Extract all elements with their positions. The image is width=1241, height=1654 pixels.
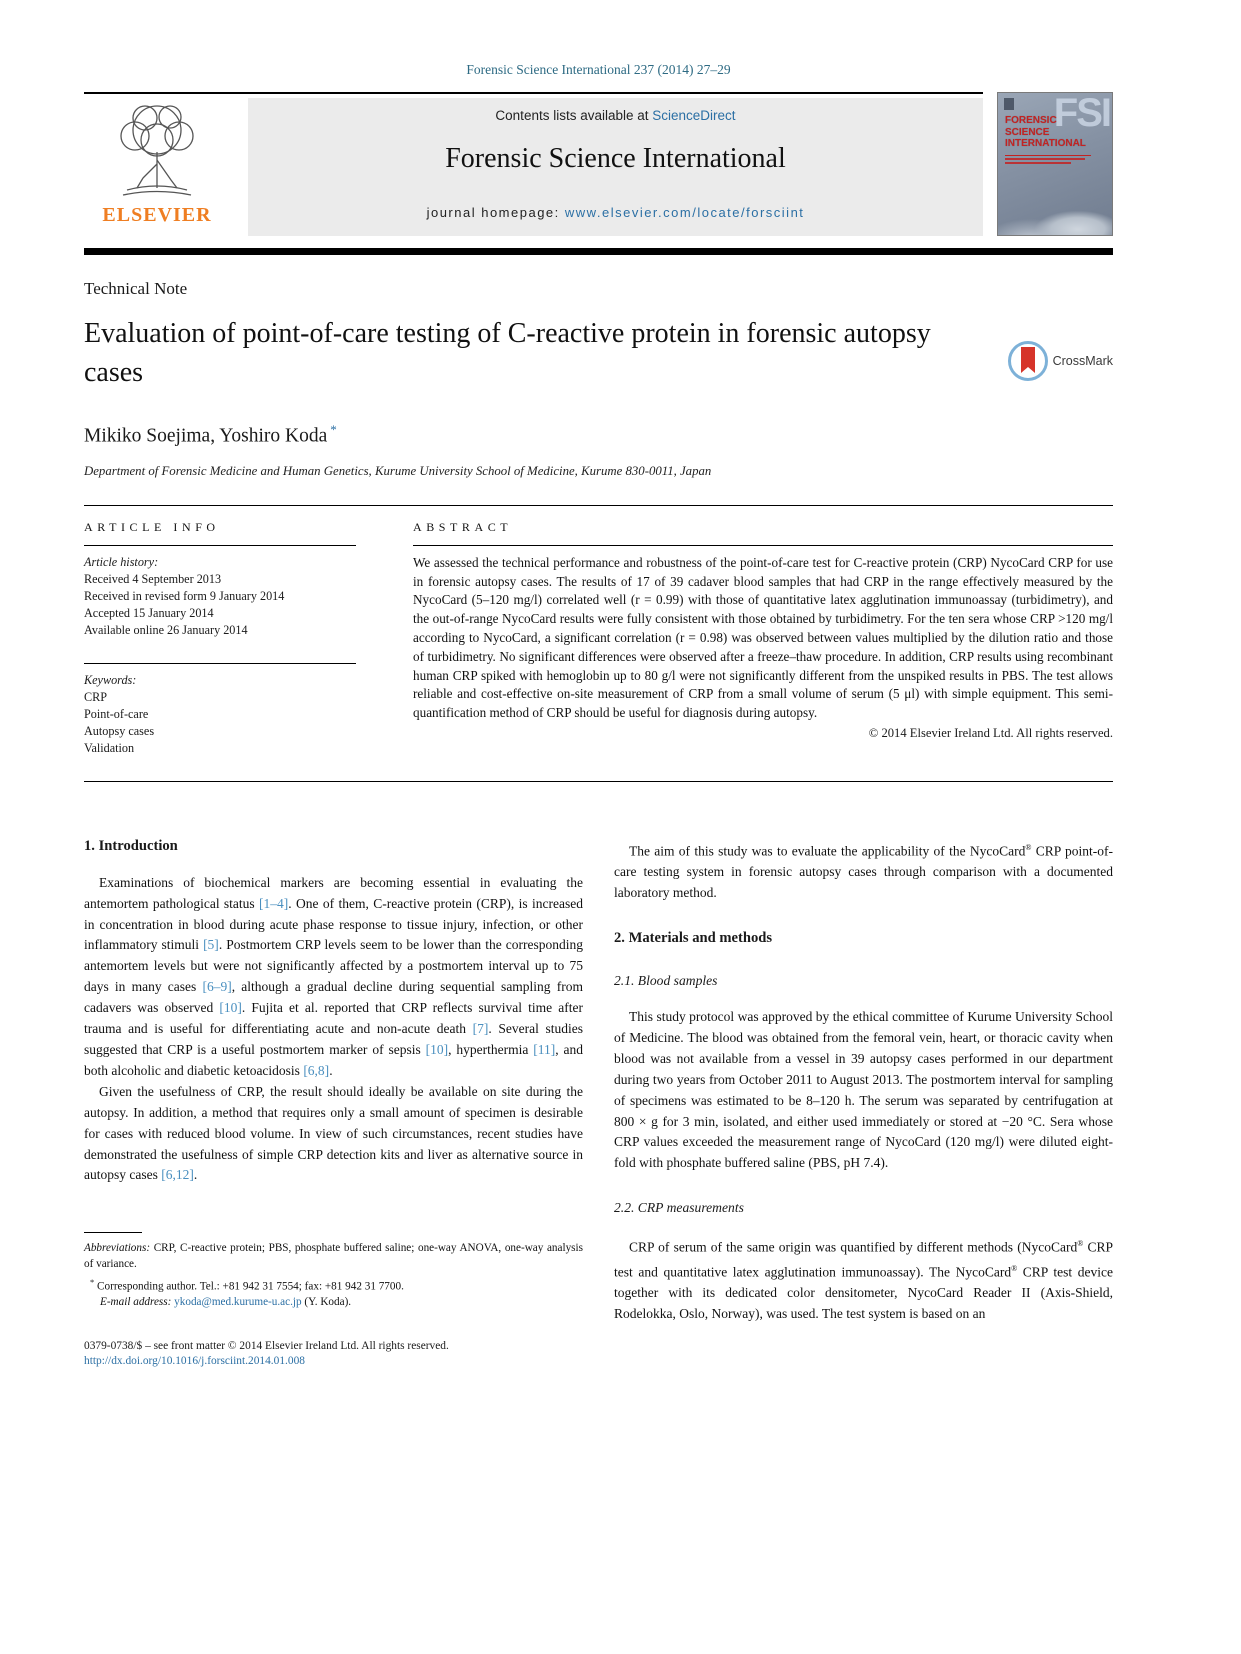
section-heading-materials-methods: 2. Materials and methods: [614, 929, 773, 946]
elsevier-logo[interactable]: [84, 98, 230, 236]
header-left-block: [84, 92, 983, 236]
article-history-label: Article history:: [84, 554, 159, 569]
subsection-heading-crp-measurements: 2.2. CRP measurements: [614, 1200, 744, 1216]
section-heading-introduction: 1. Introduction: [84, 837, 178, 854]
article-type: Technical Note: [84, 279, 188, 298]
cover-fsi-letters: FSI: [1053, 92, 1110, 135]
journal-banner: [248, 98, 983, 236]
article-info-column: [84, 520, 356, 757]
left-column: [84, 812, 583, 1368]
abstract-copyright: © 2014 Elsevier Ireland Ltd. All rights reserved.: [868, 725, 1113, 740]
crossmark-badge[interactable]: [1007, 329, 1113, 392]
history-item: Received in revised form 9 January 2014: [84, 588, 285, 603]
journal-reference-line: Forensic Science International 237 (2014) 27–29: [466, 62, 731, 77]
doi-link[interactable]: http://dx.doi.org/10.1016/j.forsciint.2014.01.008: [84, 1355, 305, 1368]
keywords-label: Keywords:: [84, 672, 137, 687]
article-info-abstract-section: [84, 505, 1113, 782]
corresponding-author-footnote: * Corresponding author. Tel.: +81 942 31 7554; fax: +81 942 31 7700.: [90, 1276, 404, 1293]
elsevier-wordmark: ELSEVIER: [102, 204, 212, 226]
intro-paragraph-2: Given the usefulness of CRP, the result should ideally be available on site during the autopsy. In addition, a method that requires only a small amount of specimen is desirable for cases with reduced blood volume. In view of such circumstances, recent studies have demonstrated the usefulness of simple CRP detection kits and liver as alternative source in autopsy cases [6,12].: [84, 1083, 583, 1183]
email-link[interactable]: ykoda@med.kurume-u.ac.jp: [174, 1295, 302, 1308]
history-item: Received 4 September 2013: [84, 571, 222, 586]
divider: [84, 545, 356, 546]
aim-paragraph: The aim of this study was to evaluate the applicability of the NycoCard® CRP point-of-care testing system in forensic autopsy cases through comparison with a documented laboratory method.: [614, 842, 1113, 901]
contents-list-line: Contents lists available at ScienceDirect: [495, 108, 736, 123]
article-title: Evaluation of point-of-care testing of C-reactive protein in forensic autopsy cases: [84, 318, 931, 388]
cover-publisher-mark: [1004, 98, 1014, 110]
footnote-divider: [84, 1232, 142, 1233]
right-column: [614, 812, 1113, 1368]
keyword-item: Autopsy cases: [84, 723, 155, 738]
article-info-heading: ARTICLE INFO: [84, 519, 220, 534]
abstract-heading: ABSTRACT: [413, 519, 513, 534]
cover-subtitle-bars: [1005, 155, 1091, 165]
crp-measurements-paragraph: CRP of serum of the same origin was quantified by different methods (NycoCard® CRP test and quantitative latex agglutination immunoassay). The NycoCard® CRP test device together with its dedicated color densitometer, NycoCard Reader II (Axis-Shield, Rodelokka, Oslo, Norway), was used. The test system is based on an: [614, 1239, 1113, 1321]
subsection-heading-blood-samples: 2.1. Blood samples: [614, 972, 718, 988]
sciencedirect-link[interactable]: ScienceDirect: [652, 108, 736, 123]
email-footnote: E-mail address: ykoda@med.kurume-u.ac.jp (Y. Koda).: [100, 1295, 352, 1308]
journal-homepage-link[interactable]: www.elsevier.com/locate/forsciint: [564, 205, 805, 220]
journal-title: Forensic Science International: [445, 143, 786, 174]
affiliation-line: Department of Forensic Medicine and Human Genetics, Kurume University School of Medicine, Kurume 830-0011, Japan: [84, 463, 712, 478]
elsevier-tree-icon: [107, 100, 207, 202]
crossmark-label: CrossMark: [1052, 353, 1113, 368]
divider: [413, 545, 1113, 546]
header-divider-bar: [84, 248, 1113, 255]
abbreviations-footnote: Abbreviations: CRP, C-reactive protein; PBS, phosphate buffered saline; one-way ANOVA, one-way analysis of variance.: [84, 1242, 583, 1270]
crossmark-icon: [1007, 340, 1049, 382]
intro-paragraph-1: Examinations of biochemical markers are becoming essential in evaluating the antemortem pathological status [1–4]. One of them, C-reactive protein (CRP), is increased in concentration in blood during acute phase response to tissue injury, infection, or other inflammatory stimuli [5]. Postmortem CRP levels seem to be lower than the corresponding antemortem levels but were not significantly affected by a postmortem interval up to 75 days in many cases [6–9], although a gradual decline during sequential sampling from cadavers was observed [10]. Fujita et al. reported that CRP reflects survival time after trauma and is useful for differentiating acute and non-acute death [7]. Several studies suggested that CRP is a useful postmortem marker of sepsis [10], hyperthermia [11], and both alcoholic and diabetic ketoacidosis [6,8].: [84, 874, 583, 1078]
history-item: Available online 26 January 2014: [84, 622, 248, 637]
issn-copyright-line: 0379-0738/$ – see front matter © 2014 Elsevier Ireland Ltd. All rights reserved.: [84, 1340, 449, 1353]
authors-line: Mikiko Soejima, Yoshiro Koda *: [84, 422, 337, 447]
journal-homepage-line: journal homepage: www.elsevier.com/locate/forsciint: [426, 205, 805, 220]
doi-line: [84, 1355, 583, 1367]
journal-header-banner: [84, 92, 1113, 236]
cover-artwork: [998, 181, 1112, 236]
abstract-column: [413, 520, 1113, 757]
keyword-item: Point-of-care: [84, 706, 149, 721]
corresponding-author-asterisk[interactable]: *: [330, 422, 337, 438]
cover-journal-title: FORENSIC SCIENCE INTERNATIONAL: [1005, 115, 1086, 149]
keyword-item: CRP: [84, 689, 108, 704]
history-item: Accepted 15 January 2014: [84, 605, 214, 620]
divider: [84, 663, 356, 664]
keyword-item: Validation: [84, 740, 135, 755]
blood-samples-paragraph: This study protocol was approved by the ethical committee of Kurume University School of Medicine. The blood was obtained from the femoral vein, heart, or thoracic cavity when blood was not available from a vessel in 39 autopsy cases performed in our department during two years from October 2011 to August 2013. The postmortem interval for sampling of specimens was estimated to be 8–120 h. The serum was separated by centrifugation at 800 × g for 3 min, isolated, and either used immediately or stored at −20 °C. Sera whose CRP values exceeded the measurement range of NycoCard (120 mg/l) were diluted eight-fold with phosphate buffered saline (PBS, pH 7.4).: [614, 1008, 1113, 1171]
journal-cover-thumbnail[interactable]: [997, 92, 1113, 236]
abstract-text: We assessed the technical performance and robustness of the point-of-care test for C-reactive protein (CRP) NycoCard CRP for use in forensic autopsy cases. The results of 17 of 39 cadaver blood samples that had CRP in the range effectively measured by the NycoCard (5–120 mg/l) correlated well (r = 0.99) with those of quantitative latex agglutination immunoassay (turbidimetry), and the out-of-range NycoCard results were fully consistent with those obtained by turbidimetry. For the ten sera whose CRP >120 mg/l according to NycoCard, a significant correlation (r = 0.98) was observed between values multiplied by the dilution ratio and those of turbidimetry. No significant differences were observed after a freeze–thaw procedure. In addition, CRP results using recombinant human CRP spiked with hemoglobin up to 80 g/l were not significantly different from the unspiked results in PBS. The test allows reliable and cost-effective on-site measurement of CRP from a small volume of serum (5 μl) with simple equipment. This semi-quantification method of CRP should be useful for diagnosis during autopsy.: [413, 554, 1113, 721]
